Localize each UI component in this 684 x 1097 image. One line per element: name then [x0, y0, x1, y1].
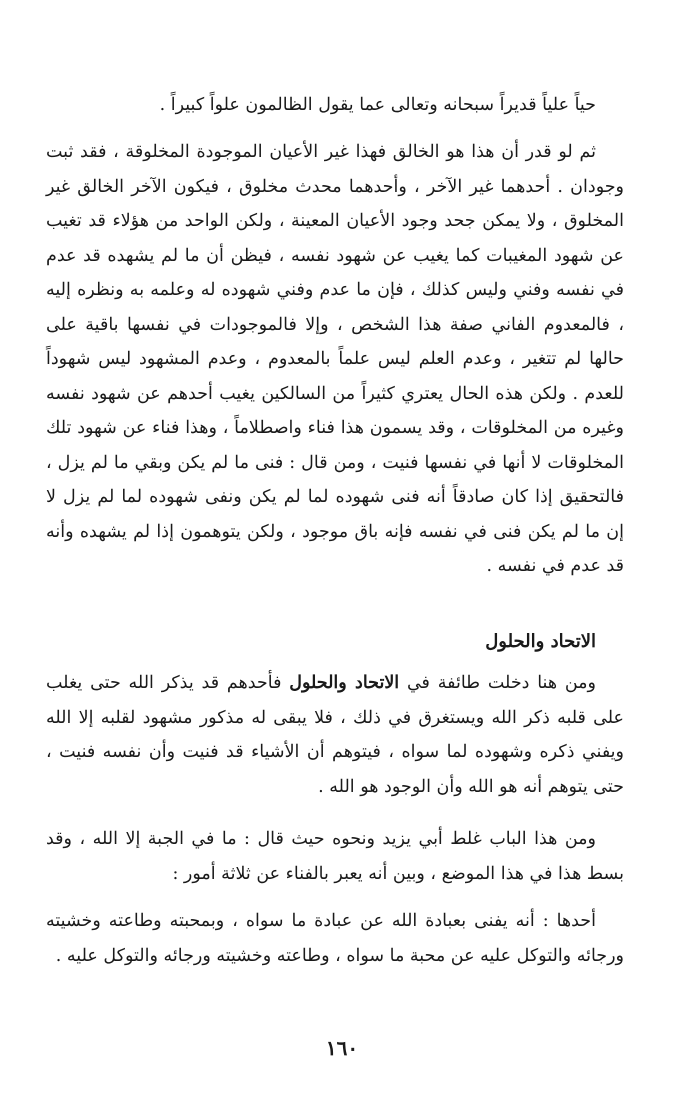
paragraph-text: حياً علياً قديراً سبحانه وتعالى عما يقول الظالمون علواً كبيراً .: [159, 95, 596, 115]
section-heading: الاتحاد والحلول: [485, 631, 596, 652]
paragraph-closing-line: [46, 88, 624, 123]
paragraph-text: ومن هنا دخلت طائفة في: [399, 673, 597, 693]
inline-bold-term: الاتحاد والحلول: [289, 673, 400, 693]
paragraph-abu-yazid: [46, 822, 624, 891]
paragraph-first-matter: [46, 904, 624, 973]
paragraph-union-incarnation: [46, 666, 624, 804]
paragraph-text: أحدها : أنه يفنى بعبادة الله عن عبادة ما سواه ، وبمحبته وطاعته وخشيته ورجائه والتوكل عليه عن محبة ما سواه ، وطاعته وخشيته ورجائه والتوكل عليه .: [46, 911, 624, 966]
page-number: ١٦٠: [325, 1036, 359, 1060]
paragraph-creator-existence: [46, 135, 624, 584]
paragraph-text: فأحدهم قد يذكر الله حتى يغلب على قلبه ذكر الله ويستغرق في ذلك ، فلا يبقى له مذكور مشهود لقلبه إلا الله ويفني ذكره وشهوده لما سواه ، فيتوهم أن الأشياء قد فنيت وأن نفسه فنيت ، حتى يتوهم أنه هو الله وأن الوجود هو الله .: [46, 673, 624, 797]
paragraph-text: ثم لو قدر أن هذا هو الخالق فهذا غير الأعيان الموجودة المخلوقة ، فقد ثبت وجودان . أحدهما غير الآخر ، وأحدهما محدث مخلوق ، فيكون الآخر الخالق غير المخلوق ، ولا يمكن جحد وجود الأعيان المعينة ، ولكن الواحد من هؤلاء قد تغيب عن شهود المغيبات كما يغيب عن شهود نفسه ، فيظن أن ما لم يشهده قد عدم في نفسه وفني وليس كذلك ، فإن ما عدم وفني شهوده له وعلمه به ونظره إليه ، فالمعدوم الفاني صفة هذا الشخص ، وإلا فالموجودات في نفسها باقية على حالها لم تتغير ، وعدم العلم ليس علماً بالمعدوم ، وعدم المشهود ليس شهوداً للعدم . ولكن هذه الحال يعتري كثيراً من السالكين يغيب أحدهم عن شهود نفسه وغيره من المخلوقات ، وقد يسمون هذا فناء واصطلاماً ، وهذا فناء عن شهود تلك المخلوقات لا أنها في نفسها فنيت ، ومن قال : فنى ما لم يكن وبقي ما لم يزل ، فالتحقيق إذا كان صادقاً أنه فنى شهوده لما لم يكن ونفى شهوده لما لم يزل لا إن ما لم يكن فنى في نفسه فإنه باق موجود ، ولكن يتوهمون إذا لم يشهده وأنه قد عدم في نفسه .: [46, 142, 624, 576]
paragraph-text: ومن هذا الباب غلط أبي يزيد ونحوه حيث قال : ما في الجبة إلا الله ، وقد بسط هذا في هذا الموضع ، وبين أنه يعبر بالفناء عن ثلاثة أمور :: [46, 829, 624, 884]
